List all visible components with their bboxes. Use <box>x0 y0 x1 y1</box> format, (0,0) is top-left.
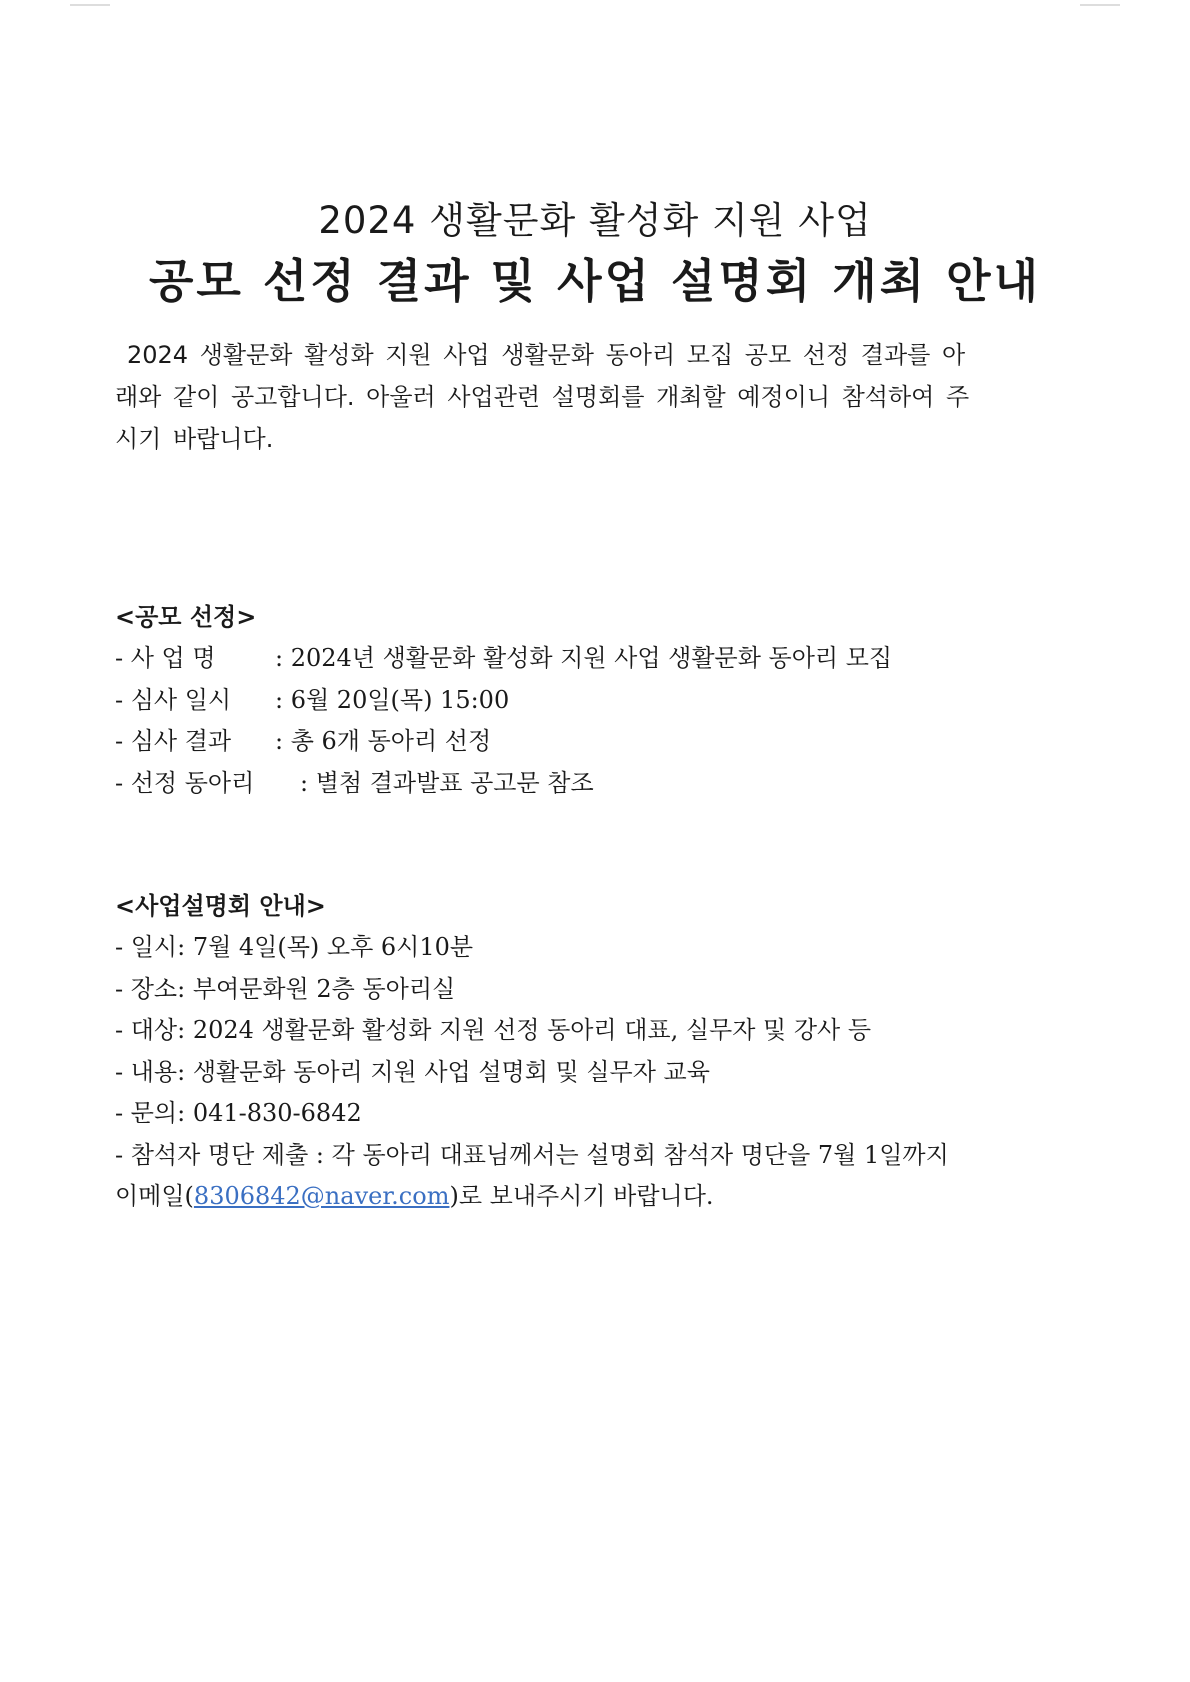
title-line-1: 2024 생활문화 활성화 지원 사업 <box>318 199 872 242</box>
intro-line-3: 시기 바랍니다. <box>115 425 274 453</box>
selection-item-selected-clubs <box>115 763 1085 805</box>
briefing-item-content: - 내용: 생활문화 동아리 지원 사업 설명회 및 실무자 교육 <box>115 1057 710 1086</box>
selection-section <box>115 597 1085 804</box>
selection-heading: <공모 선정> <box>115 603 257 631</box>
scan-mark-left <box>70 4 110 6</box>
item-label: - 심사 결과 <box>115 727 232 755</box>
scan-mark-right <box>1080 4 1120 6</box>
briefing-item-date: - 일시: 7월 4일(목) 오후 6시10분 <box>115 933 474 961</box>
item-value: : 2024년 생활문화 활성화 지원 사업 생활문화 동아리 모집 <box>275 644 893 672</box>
briefing-item-submission-line-2 <box>115 1176 1085 1218</box>
submission-prefix: 이메일( <box>115 1182 194 1210</box>
item-value: : 별첨 결과발표 공고문 참조 <box>300 768 594 797</box>
item-label: - 사 업 명 <box>115 644 216 672</box>
selection-item-review-result <box>115 721 1085 763</box>
item-label: - 심사 일시 <box>115 685 232 714</box>
item-value: : 6월 20일(목) 15:00 <box>275 685 510 714</box>
intro-line-1: 2024 생활문화 활성화 지원 사업 생활문화 동아리 모집 공모 선정 결과를 아 <box>127 341 966 369</box>
title-line-2: 공모 선정 결과 및 사업 설명회 개최 안내 <box>148 254 1042 308</box>
item-label: - 선정 동아리 <box>115 768 255 797</box>
briefing-item-place: - 장소: 부여문화원 2층 동아리실 <box>115 974 456 1003</box>
briefing-heading: <사업설명회 안내> <box>115 892 326 920</box>
email-link[interactable]: 8306842@naver.com <box>193 1182 450 1210</box>
briefing-section <box>115 886 1085 1218</box>
briefing-item-submission-line-1: - 참석자 명단 제출 : 각 동아리 대표님께서는 설명회 참석자 명단을 7월 1일까지 <box>115 1140 949 1169</box>
selection-item-review-date <box>115 680 1085 722</box>
briefing-item-target: - 대상: 2024 생활문화 활성화 지원 선정 동아리 대표, 실무자 및 강사 등 <box>115 1016 872 1044</box>
item-value: : 총 6개 동아리 선정 <box>275 727 492 755</box>
submission-suffix: )로 보내주시기 바랍니다. <box>449 1182 714 1210</box>
intro-paragraph <box>115 334 1077 460</box>
selection-item-project-name <box>115 638 1085 680</box>
briefing-item-contact: - 문의: 041-830-6842 <box>115 1099 362 1127</box>
intro-line-2: 래와 같이 공고합니다. 아울러 사업관련 설명회를 개최할 예정이니 참석하여 주 <box>115 383 970 411</box>
